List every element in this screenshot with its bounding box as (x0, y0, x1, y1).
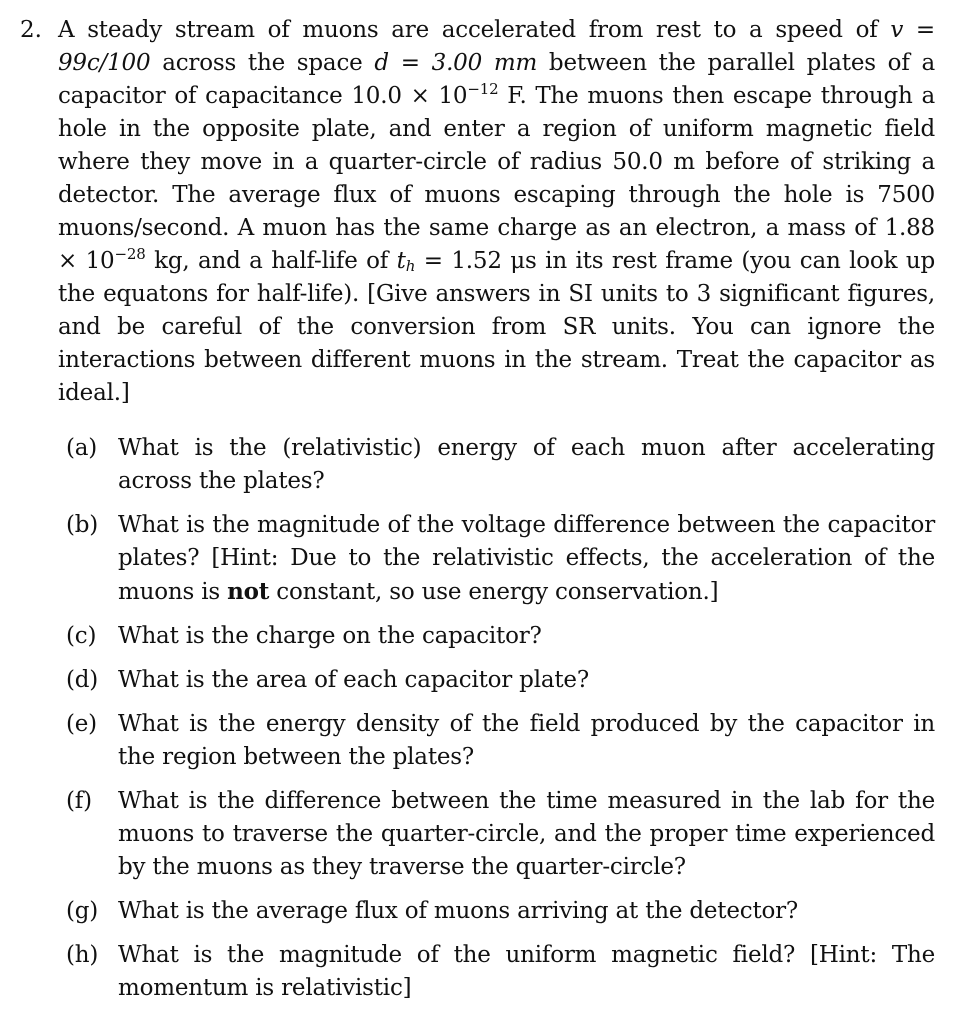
part-label: (b) (66, 512, 99, 538)
part-label: (a) (66, 435, 98, 461)
part-text: What is the energy density of the field produced by the capacitor in the region between the plates? (118, 711, 935, 770)
mass-base: 1.88 × 10 (58, 215, 935, 274)
part-text-bold: not (227, 578, 270, 605)
question-parts (66, 432, 935, 1016)
capacitance-value (351, 80, 499, 109)
distance-equation: d = 3.00 mm (374, 50, 538, 76)
speed-equation: v = 99c/100 (58, 17, 936, 76)
part-label: (g) (66, 898, 99, 924)
problem-statement (20, 14, 935, 410)
text-segment: kg, and a half-life of (145, 248, 397, 274)
half-life-symbol: t (396, 248, 406, 274)
part-d (66, 664, 935, 697)
part-e (66, 708, 935, 774)
half-life-equation (397, 248, 537, 274)
part-text: What is the area of each capacitor plate? (118, 667, 589, 693)
half-life-value: = 1.52 μs (415, 248, 537, 274)
part-text: What is the magnitude of the uniform magnetic field? [Hint: The momentum is relativistic] (118, 942, 935, 1001)
capacitance-unit: F. (498, 83, 527, 109)
text-segment: across the space (150, 50, 375, 76)
part-c (66, 620, 935, 653)
half-life-subscript: h (405, 257, 416, 275)
problem-number: 2. (20, 17, 42, 43)
part-label: (f) (66, 788, 92, 814)
part-text: What is the (relativistic) energy of each muon after accelerating across the plates? (118, 435, 935, 494)
problem-text (58, 14, 935, 410)
capacitance-base: 10.0 × 10 (351, 83, 468, 109)
part-text: constant, so use energy conservation.] (269, 579, 719, 605)
part-g (66, 895, 935, 928)
part-b (66, 509, 935, 609)
part-label: (h) (66, 942, 99, 968)
part-a (66, 432, 935, 498)
text-segment: in its rest frame (you can look up the equatons for half-life). [Give answers in SI units to 3 significant figures, and be careful of the conversion from SR units. You can ignore the interactions between different muons in the stream. Treat the capacitor as ideal.] (58, 248, 935, 406)
part-h (66, 939, 935, 1005)
part-text: What is the magnitude of the voltage difference between the capacitor plates? [Hint: Due to the relativistic effects, the acceleration of the muons is (118, 512, 935, 605)
text-segment: The muons then escape through a hole in the opposite plate, and enter a region of uniform magnetic field where they move in a quarter-circle of radius 50.0 m before of striking a detector. The average flux of muons escaping through the hole is 7500 muons/second. A muon has the same charge as an electron, a mass of (58, 83, 935, 241)
capacitance-exponent: −12 (467, 80, 499, 98)
part-label: (d) (66, 667, 99, 693)
mass-exponent: −28 (114, 245, 146, 263)
part-f (66, 785, 935, 884)
text-segment: between the parallel plates of a capacitor of capacitance (58, 50, 935, 109)
part-text: What is the difference between the time measured in the lab for the muons to traverse the quarter-circle, and the proper time experienced by the muons as they traverse the quarter-circle? (118, 788, 935, 880)
part-label: (e) (66, 711, 97, 737)
part-label: (c) (66, 623, 97, 649)
text-segment: A steady stream of muons are accelerated from rest to a speed of (58, 17, 891, 43)
part-text: What is the charge on the capacitor? (118, 623, 542, 649)
part-text: What is the average flux of muons arriving at the detector? (118, 898, 799, 924)
